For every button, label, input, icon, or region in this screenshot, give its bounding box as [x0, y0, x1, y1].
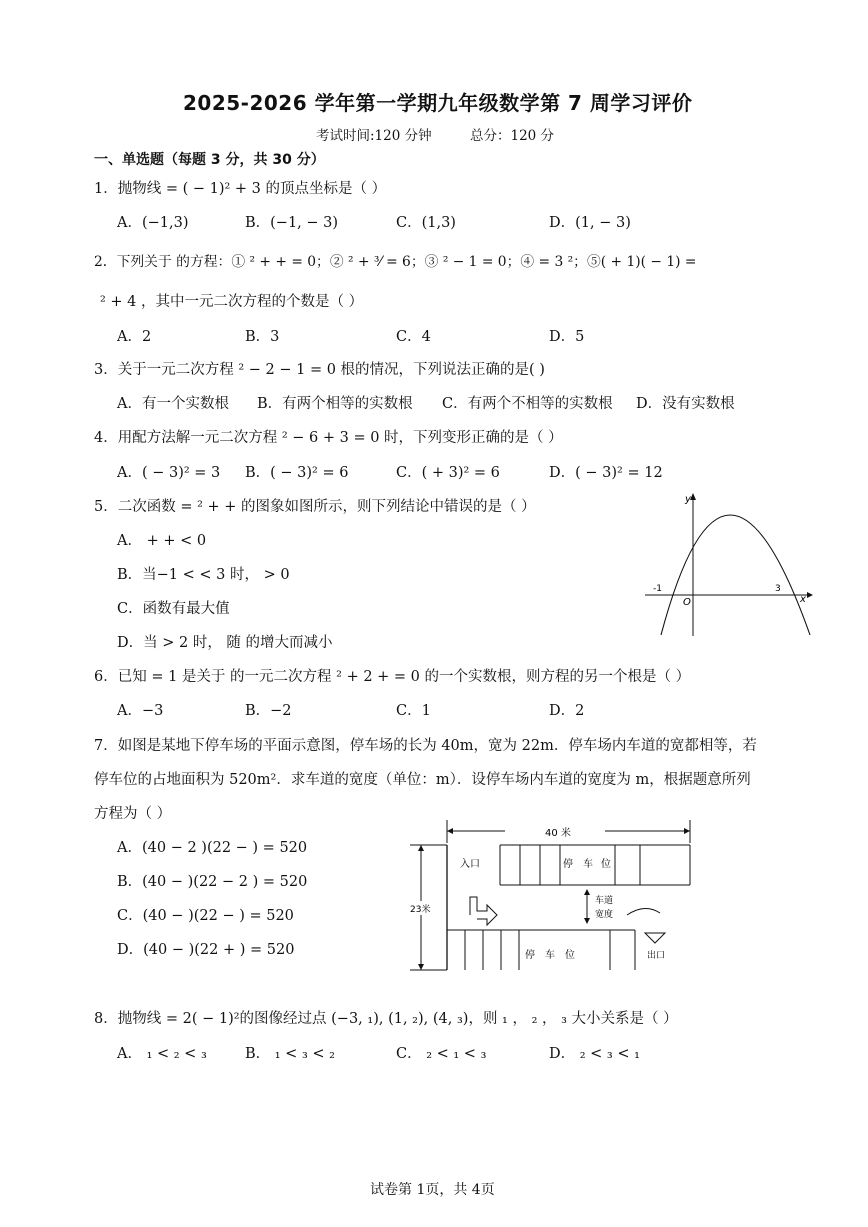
question-4-option-b[interactable]: B．( − 3)² = 6 [245, 465, 349, 481]
question-3-option-c[interactable]: C．有两个不相等的实数根 [442, 396, 613, 412]
parking-top-spot-char-2: 车 [583, 859, 593, 870]
question-2-stem: 2．下列关于 的方程：① ² + + = 0；② ² + ³⁄ = 6；③ ² − 1 = 0；④ = 3 ²；⑤( + 1)( − 1) = [94, 254, 697, 270]
question-3-option-a[interactable]: A．有一个实数根 [117, 396, 229, 412]
graph-pos-root-label: 3 [775, 584, 781, 594]
question-7-option-a[interactable]: A．(40 − 2 )(22 − ) = 520 [117, 840, 308, 856]
parking-top-arrow-left [447, 828, 453, 834]
parking-top-spot-char-1: 停 [563, 859, 573, 870]
parking-lane-label-1: 车道 [595, 896, 614, 906]
parking-lane-label-2: 宽度 [595, 910, 614, 920]
question-2-option-d[interactable]: D．5 [549, 329, 585, 345]
graph-x-label: x [800, 594, 806, 605]
parking-left-arrow-bottom [418, 964, 424, 970]
parking-exit-label: 出口 [647, 951, 666, 961]
question-8-option-b[interactable]: B． ₁ < ₃ < ₂ [245, 1046, 335, 1062]
question-2-option-a[interactable]: A．2 [117, 329, 152, 345]
question-3-option-b[interactable]: B．有两个相等的实数根 [257, 396, 413, 412]
graph-origin-label: O [683, 597, 691, 608]
page-footer: 试卷第 1页，共 4页 [370, 1182, 495, 1198]
exam-time: 考试时间:120 分钟 [316, 128, 432, 144]
question-6-option-d[interactable]: D．2 [549, 703, 585, 719]
parking-lane-arrow-bottom [584, 918, 590, 924]
question-7-option-d[interactable]: D．(40 − )(22 + ) = 520 [117, 942, 295, 958]
question-3-stem: 3．关于一元二次方程 ² − 2 − 1 = 0 根的情况，下列说法正确的是( ) [94, 362, 545, 378]
parking-bottom-spot-char-3: 位 [565, 950, 575, 961]
graph-neg-root-label: -1 [653, 584, 662, 594]
question-4-option-a[interactable]: A．( − 3)² = 3 [117, 465, 221, 481]
question-5-option-c[interactable]: C．函数有最大值 [117, 601, 230, 617]
graph-x-arrow [807, 592, 813, 598]
parking-width-label: 23米 [410, 905, 431, 915]
question-2-option-c[interactable]: C．4 [396, 329, 431, 345]
question-1-stem: 1．抛物线 = ( − 1)² + 3 的顶点坐标是（ ） [94, 181, 387, 197]
graph-y-label: y [685, 494, 691, 505]
graph-parabola-curve [661, 515, 810, 635]
question-5-option-a[interactable]: A． + + < 0 [117, 533, 207, 549]
question-5-option-d[interactable]: D．当 > 2 时， 随 的增大而减小 [117, 635, 333, 651]
total-score: 总分：120 分 [470, 128, 555, 144]
section-heading: 一、单选题（每题 3 分，共 30 分） [94, 152, 325, 168]
parking-top-spot-char-3: 位 [601, 859, 611, 870]
question-4-option-d[interactable]: D．( − 3)² = 12 [549, 465, 663, 481]
question-7-stem-line2: 停车位的占地面积为 520m²．求车道的宽度（单位：m）．设停车场内车道的宽度为 m，根据题意所列 [94, 772, 751, 788]
question-3-option-d[interactable]: D．没有实数根 [636, 396, 735, 412]
page-title: 2025-2026 学年第一学期九年级数学第 7 周学习评价 [183, 91, 693, 115]
question-4-stem: 4．用配方法解一元二次方程 ² − 6 + 3 = 0 时，下列变形正确的是（ ） [94, 430, 563, 446]
question-4-option-c[interactable]: C．( + 3)² = 6 [396, 465, 500, 481]
question-7-option-b[interactable]: B．(40 − )(22 − 2 ) = 520 [117, 874, 308, 890]
question-8-stem: 8．抛物线 = 2( − 1)²的图像经过点 (−3, ₁), (1, ₂), (4, ₃)，则 ₁ ， ₂ ， ₃ 大小关系是（ ） [94, 1011, 678, 1027]
question-2-option-b[interactable]: B．3 [245, 329, 280, 345]
question-8-option-a[interactable]: A． ₁ < ₂ < ₃ [117, 1046, 207, 1062]
parking-bottom-spot-char-1: 停 [525, 950, 535, 961]
question-2-stem-line2: ² + 4 ，其中一元二次方程的个数是（ ） [100, 294, 364, 310]
question-6-option-b[interactable]: B．−2 [245, 703, 292, 719]
question-1-option-a[interactable]: A．(−1,3) [117, 215, 189, 231]
parking-entrance-label: 入口 [460, 859, 480, 870]
question-1-option-c[interactable]: C．(1,3) [396, 215, 456, 231]
question-5-option-b[interactable]: B．当−1 < < 3 时， > 0 [117, 567, 290, 583]
parking-lane-arrow-top [584, 889, 590, 895]
question-7-stem: 7．如图是某地下停车场的平面示意图，停车场的长为 40m，宽为 22m．停车场内车道的宽都相等，若 [94, 738, 757, 754]
parking-top-arrow-right [684, 828, 690, 834]
parking-entrance-arrow [470, 897, 497, 925]
parabola-graph [645, 490, 815, 640]
parking-exit-curve-arrow [627, 908, 660, 915]
parking-left-arrow-top [418, 845, 424, 851]
question-8-option-d[interactable]: D． ₂ < ₃ < ₁ [549, 1046, 640, 1062]
question-7-option-c[interactable]: C．(40 − )(22 − ) = 520 [117, 908, 294, 924]
parking-exit-arrow [645, 933, 665, 943]
question-6-option-a[interactable]: A．−3 [117, 703, 164, 719]
question-6-stem: 6．已知 = 1 是关于 的一元二次方程 ² + 2 + = 0 的一个实数根，则方程的另一个根是（ ） [94, 669, 691, 685]
question-7-stem-line3: 方程为（ ） [94, 806, 172, 822]
question-8-option-c[interactable]: C． ₂ < ₁ < ₃ [396, 1046, 487, 1062]
question-1-option-b[interactable]: B．(−1, − 3) [245, 215, 339, 231]
question-5-stem: 5．二次函数 = ² + + 的图象如图所示，则下列结论中错误的是（ ） [94, 499, 536, 515]
parking-bottom-spot-char-2: 车 [545, 950, 555, 961]
question-6-option-c[interactable]: C．1 [396, 703, 431, 719]
question-1-option-d[interactable]: D．(1, − 3) [549, 215, 631, 231]
parking-diagram [405, 815, 700, 975]
parking-length-label: 40 米 [545, 828, 571, 839]
